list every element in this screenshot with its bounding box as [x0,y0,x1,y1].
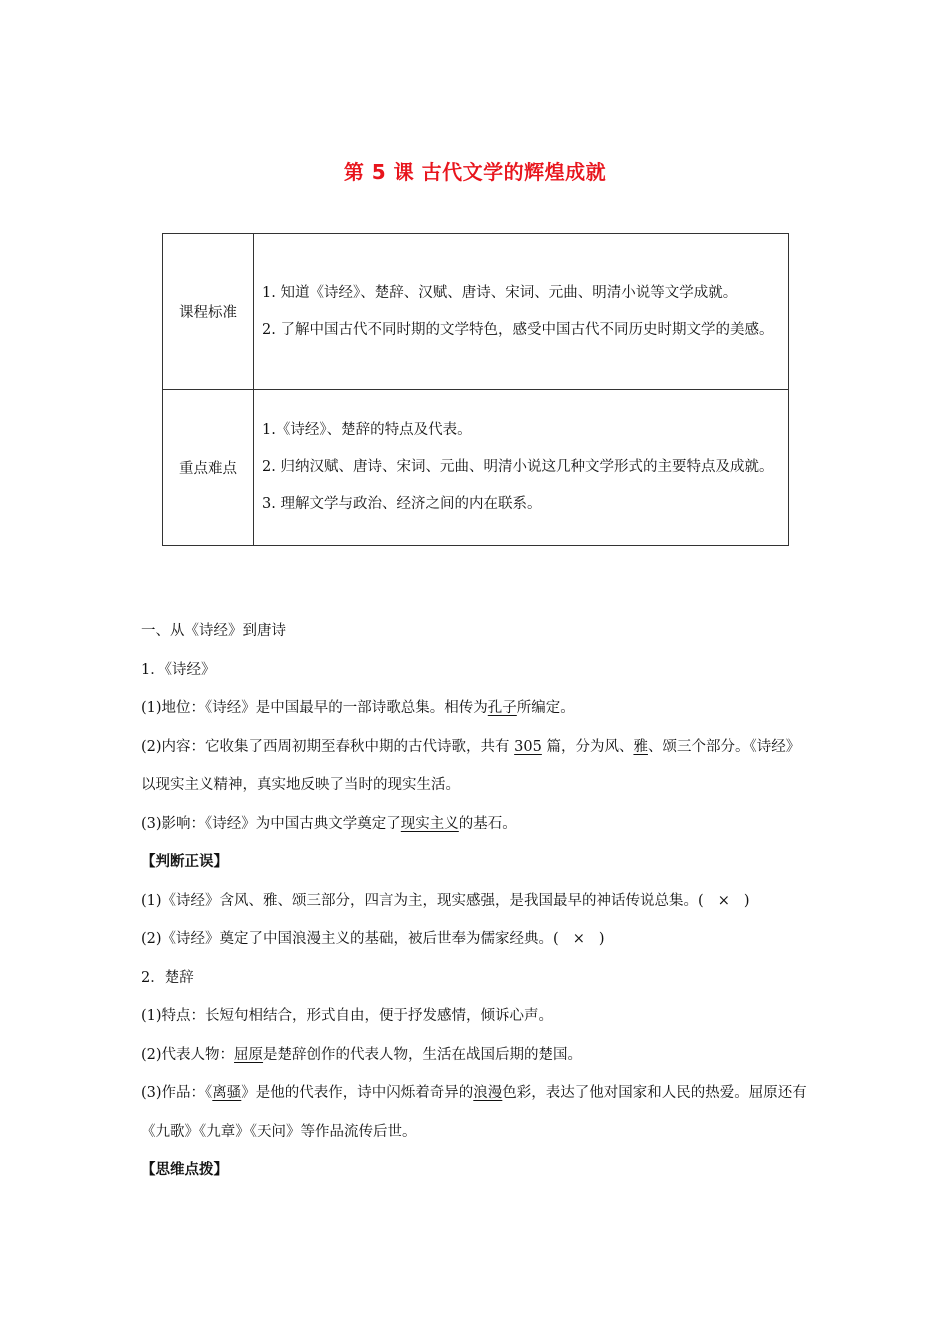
answer-mark: × [717,892,730,909]
text: 》是他的代表作，诗中闪烁着奇异的 [241,1085,474,1101]
text: ) [743,892,750,909]
judge-heading: 【判断正误】 [141,854,228,870]
table-row [163,390,789,546]
paragraph-works [141,1074,813,1151]
underlined-answer: 孔子 [487,700,517,716]
list-item: 2. 了解中国古代不同时期的文学特色，感受中国古代不同历史时期文学的美感。 [262,321,774,338]
text: (1)《诗经》含风、雅、颂三部分，四言为主，现实感强，是我国最早的神话传说总集。( [141,892,704,909]
text: 色彩，表达了他对国家和人民的热爱。屈原还有《九歌》《九章》《天问》等作品流传后世。 [141,1085,807,1140]
text: (2)代表人物： [141,1046,235,1063]
curriculum-table [162,233,789,546]
answer-mark: × [572,931,585,947]
list-item: 2. 归纳汉赋、唐诗、宋词、元曲、明清小说这几种文学形式的主要特点及成就。 [262,459,774,475]
text: (3)作品：《 [141,1085,213,1101]
judge-question-1 [141,882,813,921]
subsection-heading-shijing: 1．《诗经》 [141,661,216,678]
row-body-keypoints [254,390,789,546]
row-heading-standards: 课程标准 [163,234,254,390]
paragraph-content [141,728,813,805]
text: (1)地位：《诗经》是中国最早的一部诗歌总集。相传为 [141,700,488,716]
list-item: 3. 理解文学与政治、经济之间的内在联系。 [262,496,542,512]
paragraph-status [141,689,813,728]
text: 、颂三个部分。《诗经》以现实主义精神，真实地反映了当时的现实生活。 [141,738,801,793]
paragraph-features: (1)特点：长短句相结合，形式自由，便于抒发感情，倾诉心声。 [141,1008,554,1024]
underlined-answer: 现实主义 [400,815,459,832]
underlined-answer: 屈原 [234,1046,264,1063]
text: (2)《诗经》奠定了中国浪漫主义的基础，被后世奉为儒家经典。( [141,931,559,947]
tip-heading: 【思维点拨】 [141,1162,228,1178]
text: (3)影响：《诗经》为中国古典文学奠定了 [141,815,401,832]
list-item: 1. 知道《诗经》、楚辞、汉赋、唐诗、宋词、元曲、明清小说等文学成就。 [262,284,738,301]
list-item: 1.《诗经》、楚辞的特点及代表。 [262,422,472,438]
text: ) [598,931,605,947]
lesson-title: 第 5 课 古代文学的辉煌成就 [343,160,607,184]
underlined-answer: 305 [514,738,542,755]
text: 的基石。 [458,815,517,832]
row-heading-keypoints: 重点难点 [163,390,254,546]
text: 篇，分为风、 [541,738,634,755]
underlined-answer: 离骚 [212,1085,242,1101]
table-row [163,234,789,390]
underlined-answer: 浪漫 [473,1085,503,1101]
section-heading: 一、从《诗经》到唐诗 [141,623,286,639]
underlined-answer: 雅 [633,738,648,755]
text: 是楚辞创作的代表人物，生活在战国后期的楚国。 [263,1046,583,1063]
judge-question-2 [141,920,813,959]
text: 所编定。 [516,700,575,716]
paragraph-representative [141,1036,813,1075]
subsection-heading-chuci: 2．楚辞 [141,969,194,986]
row-body-standards [254,234,789,390]
text: (2)内容：它收集了西周初期至春秋中期的古代诗歌，共有 [141,738,515,755]
lesson-content [141,612,813,1190]
paragraph-influence [141,805,813,844]
